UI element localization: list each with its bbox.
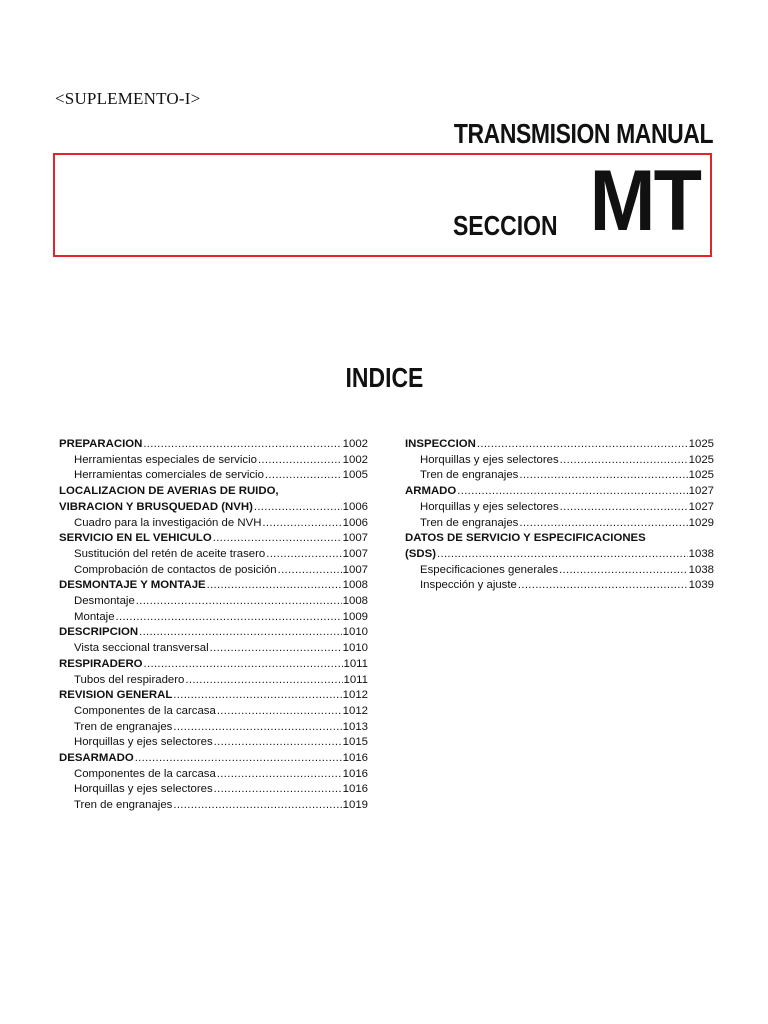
toc-page-number: 1039 bbox=[688, 579, 714, 592]
toc-page-number: 1027 bbox=[688, 485, 714, 498]
toc-subentry bbox=[405, 516, 714, 532]
toc-leader-dots bbox=[185, 673, 342, 689]
toc-page-number: 1007 bbox=[342, 532, 368, 545]
toc-subentry bbox=[59, 673, 368, 689]
toc-subentry bbox=[59, 704, 368, 720]
toc-entry-label: Especificaciones generales bbox=[420, 563, 559, 576]
toc-page-number: 1008 bbox=[342, 595, 368, 608]
toc-leader-dots bbox=[560, 500, 688, 516]
toc-entry-label: INSPECCION bbox=[405, 438, 476, 450]
toc-leader-dots bbox=[144, 657, 343, 673]
toc-page-number: 1029 bbox=[688, 516, 714, 529]
toc-page-number: 1038 bbox=[688, 547, 714, 560]
toc-entry-label: Comprobación de contactos de posición bbox=[74, 563, 277, 576]
toc-subentry bbox=[59, 547, 368, 563]
toc-page-number: 1013 bbox=[342, 720, 368, 733]
toc-leader-dots bbox=[173, 798, 341, 814]
toc-entry-label: Herramientas comerciales de servicio bbox=[74, 469, 264, 482]
toc-subentry bbox=[59, 782, 368, 798]
toc-section-entry bbox=[405, 547, 714, 563]
toc-leader-dots bbox=[477, 437, 688, 453]
toc-entry-label: Horquillas y ejes selectores bbox=[74, 736, 213, 749]
toc-subentry bbox=[59, 468, 368, 484]
toc-entry-label: Tubos del respiradero bbox=[74, 673, 185, 686]
toc-page-number: 1002 bbox=[342, 453, 368, 466]
toc-entry-label: Horquillas y ejes selectores bbox=[420, 453, 559, 466]
index-title bbox=[0, 362, 768, 394]
toc-leader-dots bbox=[207, 578, 342, 594]
toc-leader-dots bbox=[254, 500, 342, 516]
toc-entry-label: REVISION GENERAL bbox=[59, 689, 173, 702]
toc-leader-dots bbox=[560, 453, 688, 469]
toc-entry-label: Tren de engranajes bbox=[74, 799, 173, 812]
toc-leader-dots bbox=[213, 531, 342, 547]
toc-leader-dots bbox=[214, 782, 342, 798]
toc-subentry bbox=[59, 720, 368, 736]
toc-subentry bbox=[59, 767, 368, 783]
toc-leader-dots bbox=[519, 468, 687, 484]
toc-heading-line: LOCALIZACION DE AVERIAS DE RUIDO, bbox=[59, 485, 279, 498]
toc-entry-label: Inspección y ajuste bbox=[420, 579, 517, 592]
toc-subentry bbox=[59, 594, 368, 610]
toc-leader-dots bbox=[217, 767, 342, 783]
toc-page-number: 1007 bbox=[342, 563, 368, 576]
toc-page-number: 1007 bbox=[342, 547, 368, 560]
toc-page-number: 1015 bbox=[342, 736, 368, 749]
toc-leader-dots bbox=[437, 547, 688, 563]
toc-entry-label: ARMADO bbox=[405, 485, 457, 498]
toc-subentry bbox=[405, 578, 714, 594]
toc-leader-dots bbox=[143, 437, 341, 453]
toc-section-entry bbox=[59, 578, 368, 594]
toc-leader-dots bbox=[258, 453, 342, 469]
toc-subentry bbox=[405, 563, 714, 579]
toc-section-entry bbox=[59, 625, 368, 641]
toc-entry-label: DESCRIPCION bbox=[59, 626, 139, 639]
index-title-text: INDICE bbox=[345, 362, 423, 393]
toc-subentry bbox=[59, 735, 368, 751]
toc-entry-label: DESARMADO bbox=[59, 752, 134, 765]
toc-page-number: 1019 bbox=[342, 799, 368, 812]
toc-column-right bbox=[405, 437, 714, 594]
toc-leader-dots bbox=[217, 704, 342, 720]
toc-subentry bbox=[59, 563, 368, 579]
toc-page-number: 1016 bbox=[342, 767, 368, 780]
toc-page-number: 1005 bbox=[342, 469, 368, 482]
toc-section-entry bbox=[59, 751, 368, 767]
toc-subentry bbox=[59, 516, 368, 532]
toc-entry-label: PREPARACION bbox=[59, 438, 143, 450]
toc-subentry bbox=[59, 798, 368, 814]
toc-page-number: 1010 bbox=[342, 642, 368, 655]
toc-section-entry bbox=[59, 531, 368, 547]
toc-page-number: 1025 bbox=[688, 438, 714, 450]
toc-entry-label: VIBRACION Y BRUSQUEDAD (NVH) bbox=[59, 500, 253, 513]
toc-entry-label: Desmontaje bbox=[74, 595, 135, 608]
toc-subentry bbox=[405, 468, 714, 484]
toc-entry-label: Tren de engranajes bbox=[420, 469, 519, 482]
toc-entry-label: Tren de engranajes bbox=[420, 516, 519, 529]
toc-page-number: 1016 bbox=[342, 783, 368, 796]
supplement-label: <SUPLEMENTO-I> bbox=[55, 89, 201, 108]
toc-leader-dots bbox=[262, 516, 341, 532]
toc-leader-dots bbox=[518, 578, 688, 594]
toc-subentry bbox=[405, 500, 714, 516]
toc-page-number: 1011 bbox=[343, 673, 368, 686]
toc-page-number: 1009 bbox=[342, 610, 368, 623]
toc-page-number: 1025 bbox=[688, 469, 714, 482]
toc-entry-label: Montaje bbox=[74, 610, 115, 623]
toc-entry-label: Horquillas y ejes selectores bbox=[420, 500, 559, 513]
toc-entry-label: Horquillas y ejes selectores bbox=[74, 783, 213, 796]
toc-subentry bbox=[59, 641, 368, 657]
toc-page-number: 1016 bbox=[342, 752, 368, 765]
toc-section-entry bbox=[59, 437, 368, 453]
toc-leader-dots bbox=[519, 516, 687, 532]
document-title: TRANSMISION MANUAL bbox=[453, 118, 713, 149]
toc-section-entry bbox=[405, 437, 714, 453]
toc-leader-dots bbox=[173, 720, 341, 736]
toc-entry-label: Cuadro para la investigación de NVH bbox=[74, 516, 262, 529]
toc-section-entry bbox=[405, 484, 714, 500]
toc-page-number: 1027 bbox=[688, 500, 714, 513]
toc-leader-dots bbox=[278, 563, 342, 579]
toc-leader-dots bbox=[265, 468, 342, 484]
toc-leader-dots bbox=[266, 547, 341, 563]
toc-subentry bbox=[405, 453, 714, 469]
toc-leader-dots bbox=[457, 484, 687, 500]
toc-leader-dots bbox=[173, 688, 341, 704]
toc-section-entry bbox=[59, 688, 368, 704]
section-code: MT bbox=[589, 153, 700, 249]
toc-entry-label: Componentes de la carcasa bbox=[74, 767, 216, 780]
toc-leader-dots bbox=[139, 625, 342, 641]
toc-entry-label: (SDS) bbox=[405, 547, 437, 560]
toc-page-number: 1008 bbox=[342, 579, 368, 592]
toc-page-number: 1006 bbox=[342, 500, 368, 513]
toc-entry-label: SERVICIO EN EL VEHICULO bbox=[59, 532, 212, 545]
toc-page-number: 1006 bbox=[342, 516, 368, 529]
toc-page-number: 1011 bbox=[343, 657, 368, 670]
toc-entry-label: Vista seccional transversal bbox=[74, 642, 209, 655]
toc-leader-dots bbox=[135, 751, 342, 767]
toc-leader-dots bbox=[136, 594, 342, 610]
toc-page-number: 1038 bbox=[688, 563, 714, 576]
toc-subentry bbox=[59, 453, 368, 469]
toc-section-entry bbox=[59, 500, 368, 516]
toc-leader-dots bbox=[559, 563, 688, 579]
toc-section-entry bbox=[59, 657, 368, 673]
toc-heading-line: DATOS DE SERVICIO Y ESPECIFICACIONES bbox=[405, 532, 646, 545]
toc-page-number: 1012 bbox=[342, 704, 368, 717]
toc-leader-dots bbox=[214, 735, 342, 751]
toc-entry-label: DESMONTAJE Y MONTAJE bbox=[59, 579, 206, 592]
toc-page-number: 1010 bbox=[342, 626, 368, 639]
toc-leader-dots bbox=[210, 641, 342, 657]
toc-entry-label: Sustitución del retén de aceite trasero bbox=[74, 547, 266, 560]
toc-entry-label: RESPIRADERO bbox=[59, 657, 143, 670]
toc-entry-label: Componentes de la carcasa bbox=[74, 704, 216, 717]
toc-leader-dots bbox=[116, 610, 342, 626]
toc-column-left bbox=[59, 437, 368, 814]
toc-page-number: 1012 bbox=[342, 689, 368, 702]
toc-page-number: 1002 bbox=[342, 438, 368, 450]
toc-entry-label: Tren de engranajes bbox=[74, 720, 173, 733]
toc-entry-label: Herramientas especiales de servicio bbox=[74, 453, 257, 466]
toc-subentry bbox=[59, 610, 368, 626]
toc-page-number: 1025 bbox=[688, 453, 714, 466]
section-word: SECCION bbox=[453, 210, 558, 241]
